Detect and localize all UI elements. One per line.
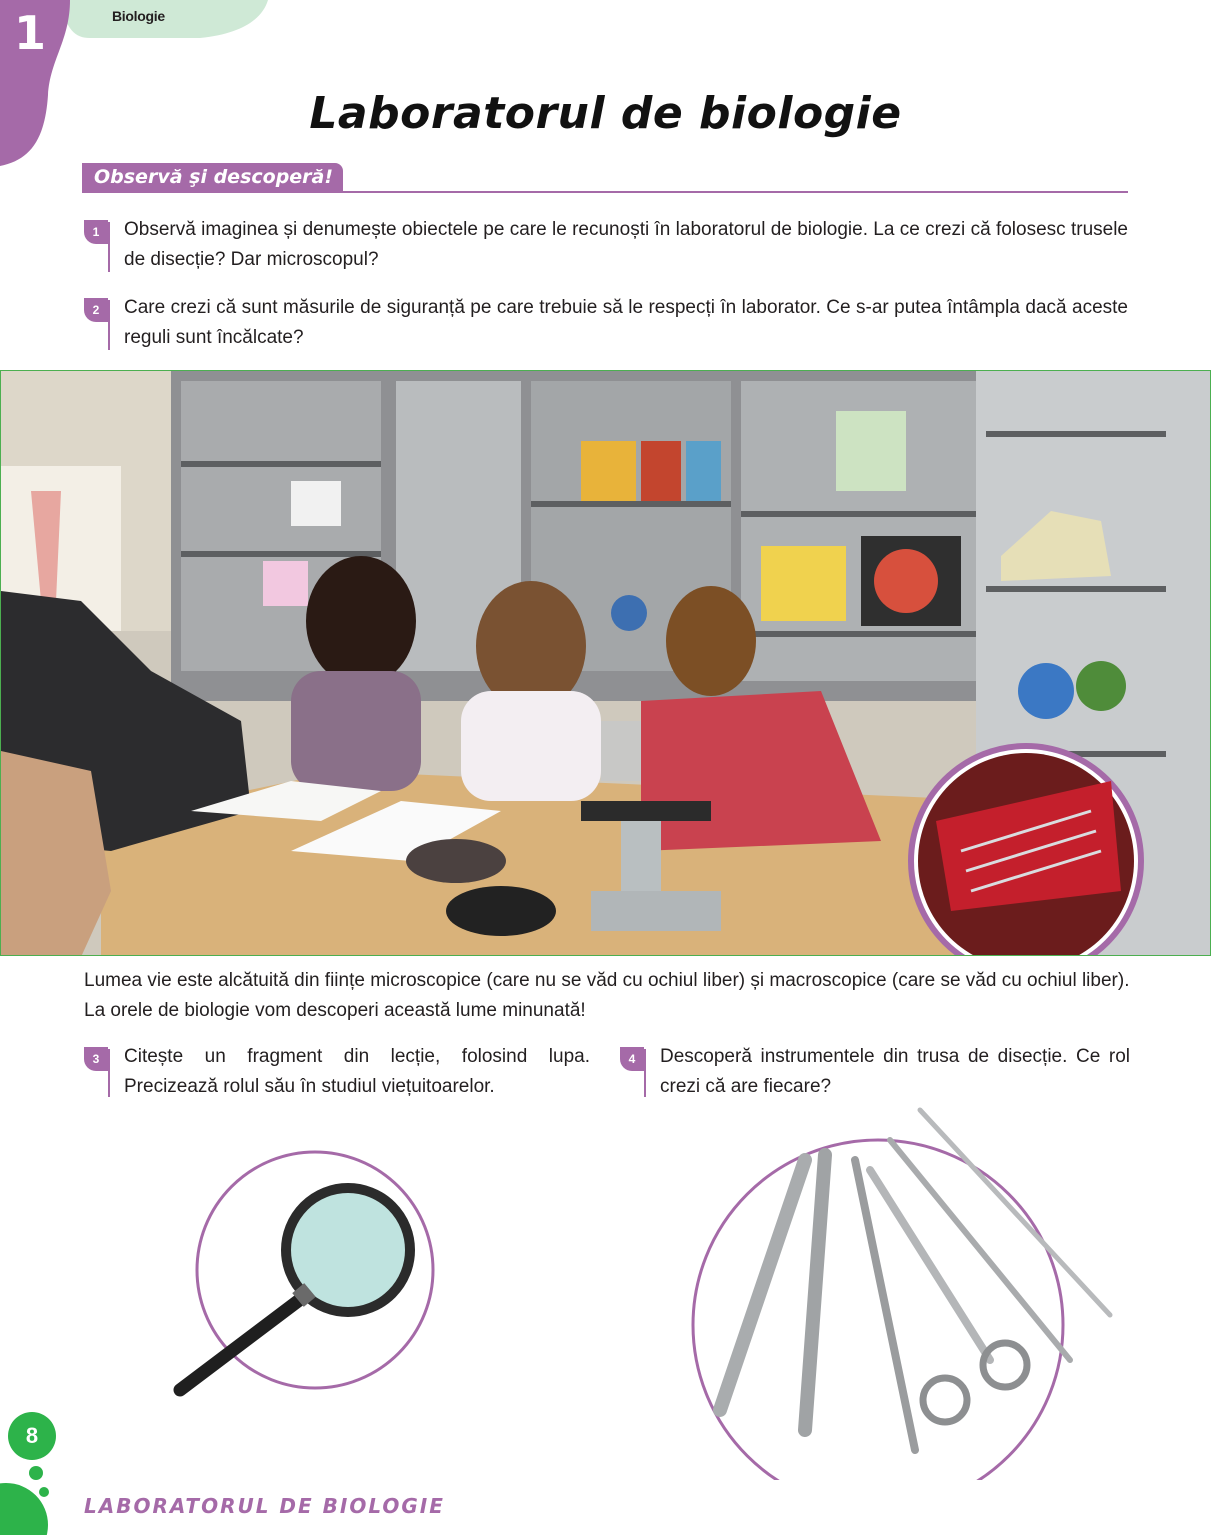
- running-title: LABORATORUL DE BIOLOGIE: [84, 1494, 445, 1518]
- footer-dots-decoration: [0, 1465, 60, 1535]
- question-4-text: Descoperă instrumentele din trusa de disecție. Ce rol crezi că are fiecare?: [660, 1046, 1130, 1097]
- question-number-badge: 3: [84, 1047, 108, 1071]
- page-number: 8: [8, 1412, 56, 1460]
- lab-photo: [0, 370, 1211, 956]
- question-bar: [644, 1049, 646, 1097]
- question-3-text: Citește un fragment din lecție, folosind lupa. Precizează rolul său în studiul viețuitoarelor.: [124, 1046, 590, 1097]
- chapter-number: 1: [14, 6, 47, 60]
- subject-label: Biologie: [112, 8, 165, 24]
- question-2-text: Care crezi că sunt măsurile de siguranță pe care trebuie să le respecți în laborator. Ce s-ar putea întâmpla dacă aceste reguli sunt încălcate?: [124, 297, 1128, 348]
- question-number-badge: 4: [620, 1047, 644, 1071]
- page-title: Laboratorul de biologie: [309, 88, 902, 139]
- section-divider: [82, 191, 1128, 193]
- intro-paragraph: Lumea vie este alcătuită din ființe microscopice (care nu se văd cu ochiul liber) și macroscopice (care se văd cu ochiul liber). La orele de biologie vom descoperi această lume minunată!: [84, 970, 1130, 1021]
- question-bar: [108, 222, 110, 272]
- question-number-badge: 1: [84, 220, 108, 244]
- magnifying-glass-icon: [160, 1140, 460, 1410]
- dissection-instruments-icon: [690, 1100, 1130, 1480]
- question-number-badge: 2: [84, 298, 108, 322]
- question-1-text: Observă imaginea și denumește obiectele pe care le recunoști în laboratorul de biologie. La ce crezi că folosesc trusele de disecție? Dar microscopul?: [124, 219, 1128, 270]
- question-bar: [108, 300, 110, 350]
- question-bar: [108, 1049, 110, 1097]
- section-label: Observă şi descoperă!: [82, 163, 343, 191]
